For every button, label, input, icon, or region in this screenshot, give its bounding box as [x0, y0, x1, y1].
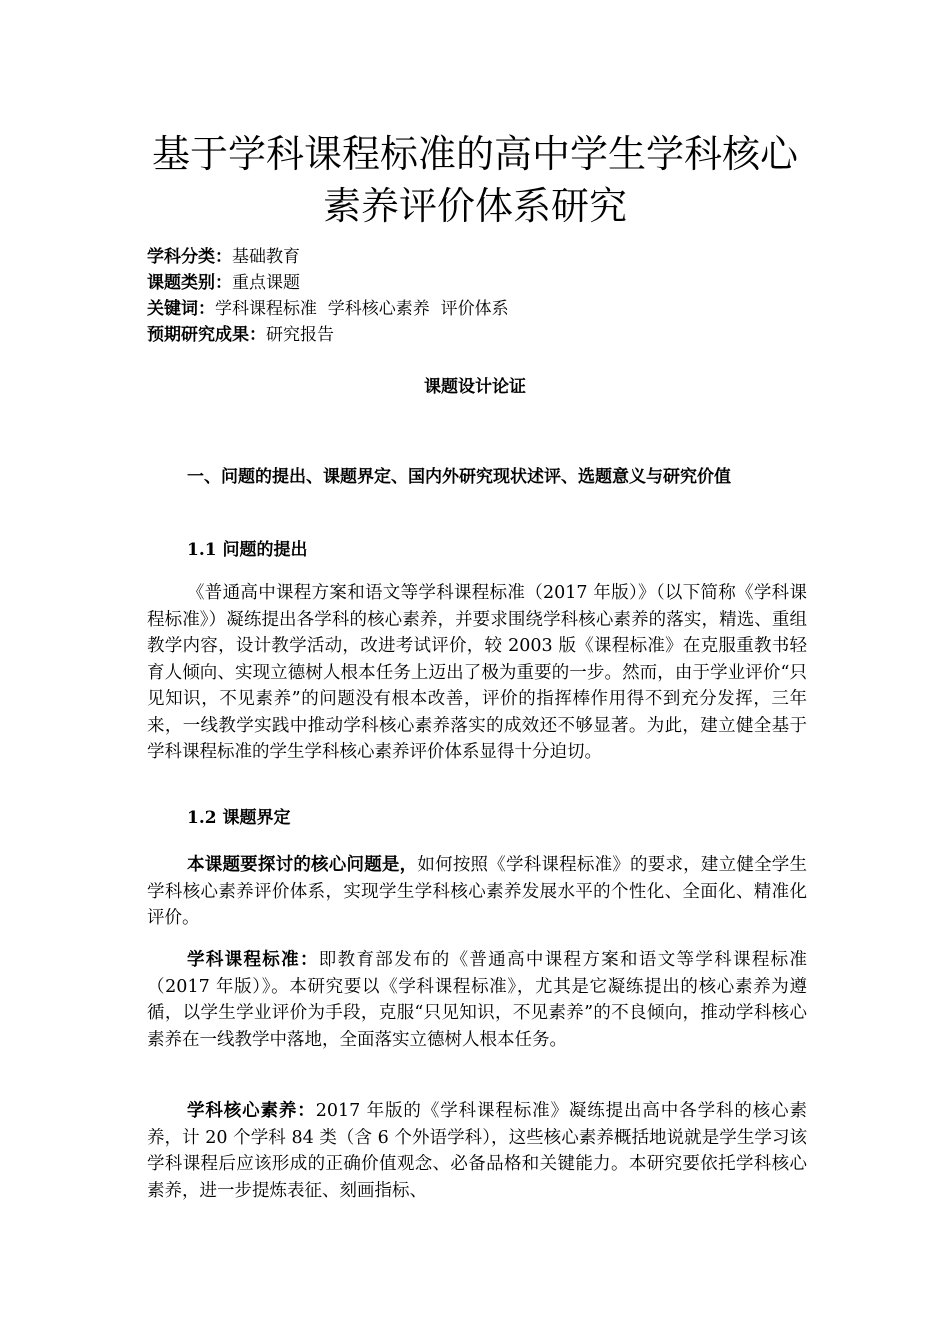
meta-keywords-value: 学科课程标准 学科核心素养 评价体系	[215, 299, 509, 319]
meta-outcome-label: 预期研究成果：	[147, 325, 266, 345]
document-title	[100, 128, 850, 232]
curriculum-standard-text: 即教育部发布的《普通高中课程方案和语文等学科课程标准（2017 年版）》。本研究要以《学科课程标准》，尤其是它凝练提出的核心素养为遵循，以学生学业评价为手段，克服“只见知识，不见素养”的不良倾向，推动学科核心素养在一线教学中落地，全面落实立德树人根本任务。	[147, 950, 807, 1050]
title-line-2: 素养评价体系研究	[322, 184, 627, 228]
meta-category-label: 课题类别：	[147, 273, 232, 293]
section-title: 课题设计论证	[424, 377, 526, 397]
meta-keywords	[147, 296, 807, 322]
meta-category	[147, 270, 807, 296]
meta-subject-value: 基础教育	[232, 247, 300, 267]
curriculum-standard-lead: 学科课程标准：	[187, 950, 319, 970]
meta-outcome	[147, 322, 807, 348]
paragraph-problem: 《普通高中课程方案和语文等学科课程标准（2017 年版）》（以下简称《学科课程标准》）凝练提出各学科的核心素养，并要求围绕学科核心素养的落实，精选、重组教学内容，设计教学活动，改进考试评价，较 2003 版《课程标准》在克服重教书轻育人倾向、实现立德树人根本任务上迈出了极为重要的一步。然而，由于学业评价“只见知识，不见素养”的问题没有根本改善，评价的指挥棒作用得不到充分发挥，三年来，一线教学实践中推动学科核心素养落实的成效还不够显著。为此，建立健全基于学科课程标准的学生学科核心素养评价体系显得十分迫切。	[147, 583, 807, 762]
paragraph-core-question	[147, 852, 807, 932]
core-question-text: 如何按照《学科课程标准》的要求，建立健全学生学科核心素养评价体系，实现学生学科核心素养发展水平的个性化、全面化、精准化评价。	[147, 855, 808, 928]
paragraph-core-literacy	[147, 1098, 807, 1204]
meta-category-value: 重点课题	[232, 273, 300, 293]
metadata-block	[147, 244, 807, 348]
heading-level-1: 一、问题的提出、课题界定、国内外研究现状述评、选题意义与研究价值	[187, 467, 731, 487]
core-literacy-lead: 学科核心素养：	[187, 1101, 316, 1121]
meta-subject	[147, 244, 807, 270]
heading-1-2: 1.2 课题界定	[187, 808, 291, 828]
heading-1-1: 1.1 问题的提出	[187, 540, 308, 560]
title-line-1: 基于学科课程标准的高中学生学科核心	[151, 132, 798, 176]
meta-outcome-value: 研究报告	[266, 325, 334, 345]
paragraph-curriculum-standard	[147, 947, 807, 1053]
core-question-lead: 本课题要探讨的核心问题是，	[187, 855, 418, 875]
meta-keywords-label: 关键词：	[147, 299, 215, 319]
meta-subject-label: 学科分类：	[147, 247, 232, 267]
core-literacy-text: 2017 年版的《学科课程标准》凝练提出高中各学科的核心素养，计 20 个学科 84 类（含 6 个外语学科），这些核心素养概括地说就是学生学习该学科课程后应该形成的正确价值观念、必备品格和关键能力。本研究要依托学科核心素养，进一步提炼表征、刻画指标、	[147, 1101, 807, 1201]
